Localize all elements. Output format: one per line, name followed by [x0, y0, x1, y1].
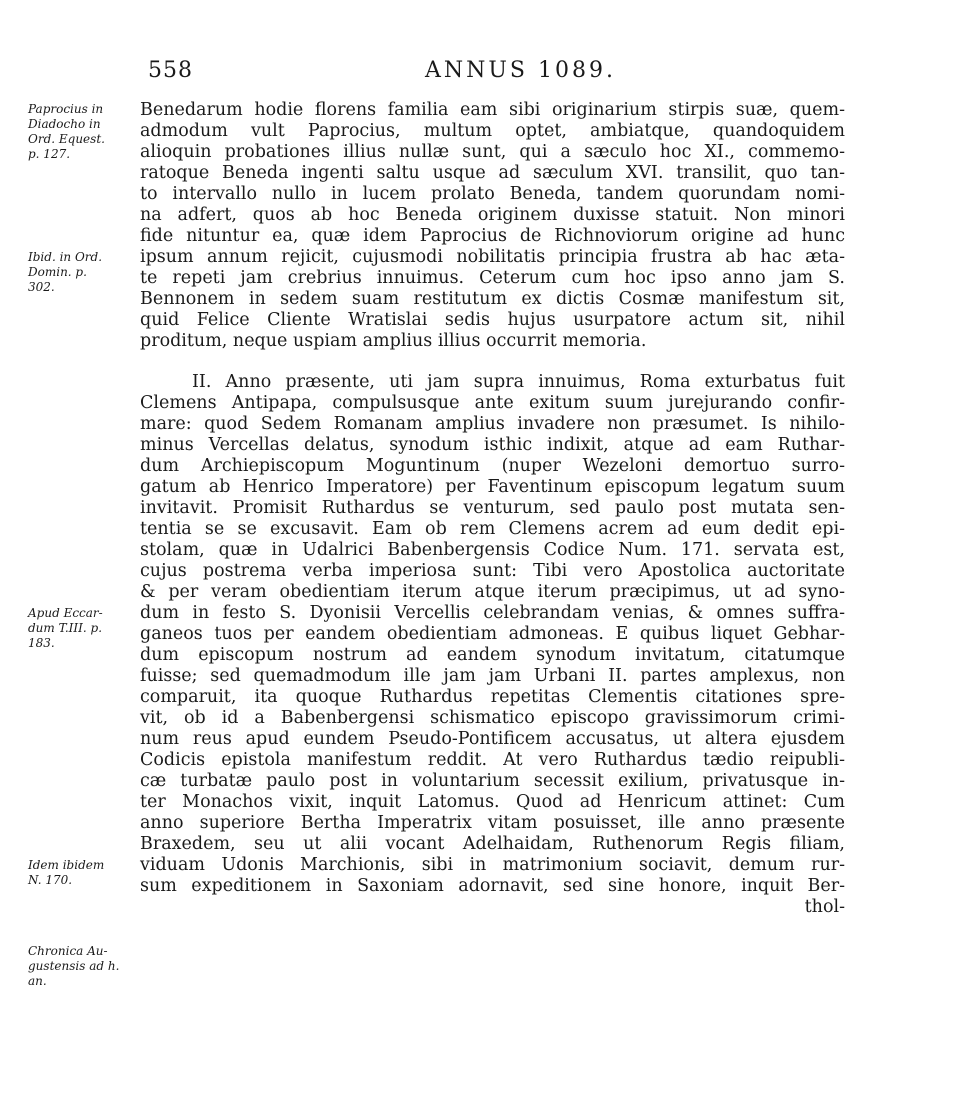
text-line: dum Archiepiscopum Moguntinum (nuper Wezeloni demortuo surro-	[140, 456, 845, 476]
text-line: minus Vercellas delatus, synodum isthic indixit, atque ad eam Ruthar-	[140, 435, 845, 455]
text-line: gatum ab Henrico Imperatore) per Faventinum episcopum legatum suum	[140, 477, 845, 497]
text-line: sum expeditionem in Saxoniam adornavit, sed sine honore, inquit Ber-	[140, 876, 845, 896]
text-line: & per veram obedientiam iterum atque iterum præcipimus, ut ad syno-	[140, 582, 845, 602]
text-line: na adfert, quos ab hoc Beneda originem duxisse statuit. Non minori	[140, 205, 845, 225]
text-line: viduam Udonis Marchionis, sibi in matrimonium sociavit, demum rur-	[140, 855, 845, 875]
margin-note-chronica: Chronica Au- gustensis ad h. an.	[28, 944, 120, 988]
text-line: invitavit. Promisit Ruthardus se venturum, sed paulo post mutata sen-	[140, 498, 845, 518]
text-line: to intervallo nullo in lucem prolato Beneda, tandem quorundam nomi-	[140, 184, 845, 204]
text-line: vit, ob id a Babenbergensi schismatico episcopo gravissimorum crimi-	[140, 708, 845, 728]
text-line: fuisse; sed quemadmodum ille jam jam Urbani II. partes amplexus, non	[140, 666, 845, 686]
text-line: ipsum annum rejicit, cujusmodi nobilitatis principia frustra ab hac æta-	[140, 247, 845, 267]
text-line: admodum vult Paprocius, multum optet, ambiatque, quandoquidem	[140, 121, 845, 141]
margin-note-apud: Apud Eccar- dum T.III. p. 183.	[28, 606, 103, 650]
text-line: anno superiore Bertha Imperatrix vitam posuisset, ille anno præsente	[140, 813, 845, 833]
text-line: ganeos tuos per eandem obedientiam admoneas. E quibus liquet Gebhar-	[140, 624, 845, 644]
text-line: ratoque Beneda ingenti saltu usque ad sæculum XVI. transilit, quo tan-	[140, 163, 845, 183]
running-head: ANNUS 1089.	[425, 58, 616, 83]
text-line: fide nituntur ea, quæ idem Paprocius de Richnoviorum origine ad hunc	[140, 226, 845, 246]
text-line: mare: quod Sedem Romanam amplius invadere non præsumet. Is nihilo-	[140, 414, 845, 434]
paragraph-gap	[140, 352, 845, 372]
text-line: Bennonem in sedem suam restitutum ex dictis Cosmæ manifestum sit,	[140, 289, 845, 309]
paragraph-1	[140, 100, 845, 352]
paragraph-2	[140, 372, 845, 918]
text-line: cæ turbatæ paulo post in voluntarium secessit exilium, privatusque in-	[140, 771, 845, 791]
text-line: Benedarum hodie florens familia eam sibi originarium stirpis suæ, quem-	[140, 100, 845, 120]
text-line: alioquin probationes illius nullæ sunt, qui a sæculo hoc XI., commemo-	[140, 142, 845, 162]
text-line: num reus apud eundem Pseudo-Pontificem accusatus, ut altera ejusdem	[140, 729, 845, 749]
text-line: Clemens Antipapa, compulsusque ante exitum suum jurejurando confir-	[140, 393, 845, 413]
text-line: dum in festo S. Dyonisii Vercellis celebrandam venias, & omnes suffra-	[140, 603, 845, 623]
text-line: II. Anno præsente, uti jam supra innuimus, Roma exturbatus fuit	[192, 372, 845, 392]
text-line: Braxedem, seu ut alii vocant Adelhaidam, Ruthenorum Regis filiam,	[140, 834, 845, 854]
text-line: tentia se se excusavit. Eam ob rem Clemens acrem ad eum dedit epi-	[140, 519, 845, 539]
margin-note-idem: Idem ibidem N. 170.	[28, 858, 105, 887]
text-line: ter Monachos vixit, inquit Latomus. Quod ad Henricum attinet: Cum	[140, 792, 845, 812]
text-line: dum episcopum nostrum ad eandem synodum invitatum, citatumque	[140, 645, 845, 665]
page-number: 558	[148, 58, 193, 83]
margin-note-paprocius: Paprocius in Diadocho in Ord. Equest. p. 127.	[28, 102, 105, 161]
text-line: Codicis epistola manifestum reddit. At vero Ruthardus tædio reipubli-	[140, 750, 845, 770]
text-body	[140, 100, 845, 918]
text-line: te repeti jam crebrius innuimus. Ceterum cum hoc ipso anno jam S.	[140, 268, 845, 288]
margin-note-ibid: Ibid. in Ord. Domin. p. 302.	[28, 250, 103, 294]
text-line: proditum, neque uspiam amplius illius occurrit memoria.	[140, 331, 647, 351]
text-line: stolam, quæ in Udalrici Babenbergensis Codice Num. 171. servata est,	[140, 540, 845, 560]
page-header	[140, 58, 840, 88]
text-line: cujus postrema verba imperiosa sunt: Tibi vero Apostolica auctoritate	[140, 561, 845, 581]
text-line: comparuit, ita quoque Ruthardus repetitas Clementis citationes spre-	[140, 687, 845, 707]
catchword: thol-	[804, 897, 845, 917]
text-line: quid Felice Cliente Wratislai sedis hujus usurpatore actum sit, nihil	[140, 310, 845, 330]
